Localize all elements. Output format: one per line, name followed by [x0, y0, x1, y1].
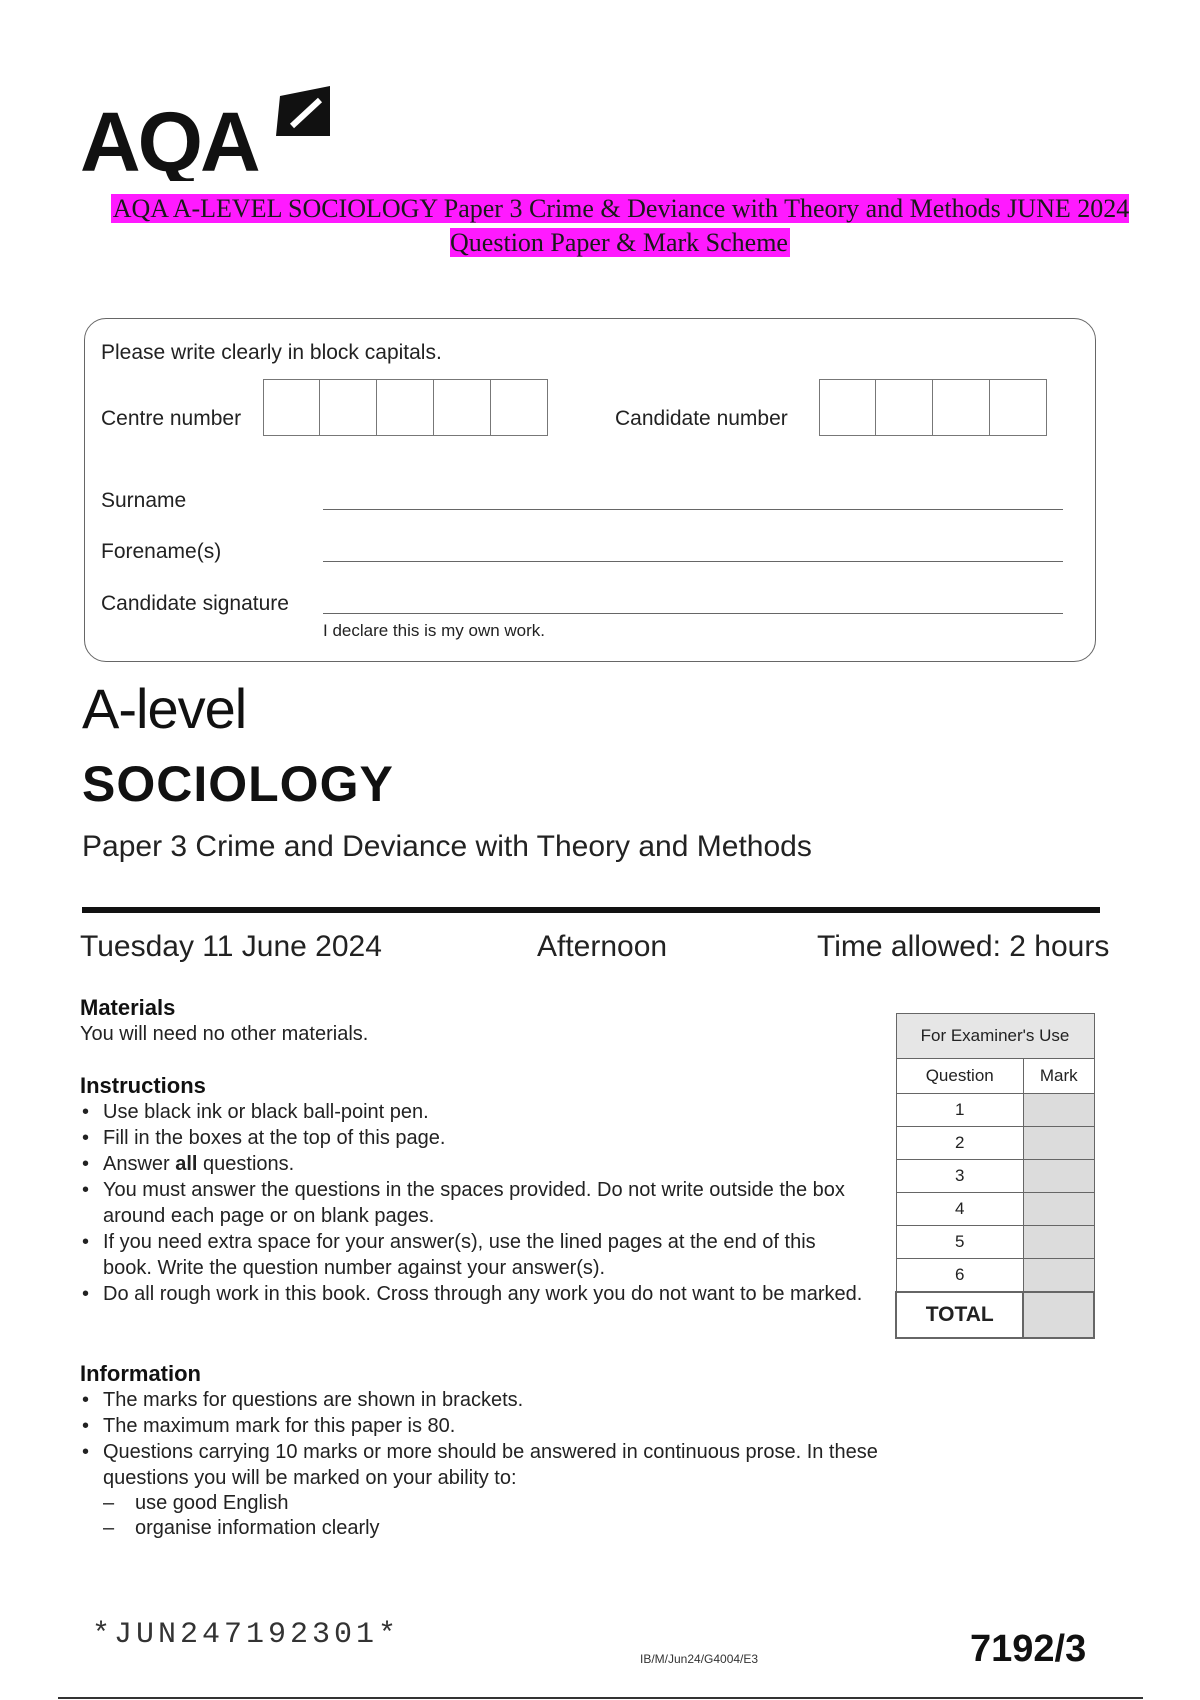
block-capitals-prompt: Please write clearly in block capitals.	[101, 341, 442, 364]
mark-cell	[1023, 1160, 1094, 1193]
list-item: • Do all rough work in this book. Cross through any work you do not want to be marked.	[80, 1281, 870, 1307]
information-section	[80, 1361, 900, 1541]
exam-session: Afternoon	[537, 930, 668, 963]
heading-rule	[82, 907, 1100, 913]
highlighted-title-text: AQA A-LEVEL SOCIOLOGY Paper 3 Crime & Deviance with Theory and Methods JUNE 2024 Question Paper & Mark Scheme	[112, 194, 1130, 257]
list-item: • The maximum mark for this paper is 80.	[80, 1413, 900, 1439]
instructions-heading: Instructions	[80, 1073, 206, 1098]
materials-heading: Materials	[80, 995, 176, 1020]
table-row	[896, 1127, 1094, 1160]
candidate-details-box	[84, 318, 1096, 662]
forename-label: Forename(s)	[101, 540, 222, 563]
list-item: • Use black ink or black ball-point pen.	[80, 1099, 870, 1125]
total-row	[896, 1292, 1094, 1338]
list-item: • If you need extra space for your answer(s), use the lined pages at the end of this book. Write the question number against your answer(s).	[80, 1229, 870, 1281]
total-mark-cell	[1023, 1292, 1094, 1338]
time-allowed: Time allowed: 2 hours	[817, 930, 1110, 963]
mark-cell	[1023, 1259, 1094, 1293]
signature-label: Candidate signature	[101, 592, 289, 615]
mark-cell	[1023, 1127, 1094, 1160]
aqa-logo-icon	[80, 86, 350, 181]
svg-text:AQA: AQA	[80, 95, 258, 181]
centre-number-label: Centre number	[101, 407, 242, 430]
information-sublist	[80, 1491, 900, 1541]
forename-line[interactable]	[323, 561, 1063, 562]
list-item: • The marks for questions are shown in brackets.	[80, 1387, 900, 1413]
candidate-number-boxes[interactable]	[819, 379, 1047, 436]
list-item: • Questions carrying 10 marks or more should be answered in continuous prose. In these questions you will be marked on your ability to:	[80, 1439, 900, 1491]
mark-cell	[1023, 1193, 1094, 1226]
centre-digit-box[interactable]	[491, 379, 548, 436]
question-number: 6	[896, 1259, 1023, 1293]
centre-digit-box[interactable]	[434, 379, 491, 436]
aqa-logo	[80, 86, 350, 181]
candidate-digit-box[interactable]	[933, 379, 990, 436]
mark-cell	[1023, 1094, 1094, 1127]
candidate-number-label: Candidate number	[615, 407, 788, 430]
column-header-mark: Mark	[1023, 1059, 1094, 1094]
question-number: 4	[896, 1193, 1023, 1226]
information-heading: Information	[80, 1361, 201, 1386]
centre-digit-box[interactable]	[320, 379, 377, 436]
table-row	[896, 1160, 1094, 1193]
list-item: • Fill in the boxes at the top of this page.	[80, 1125, 870, 1151]
question-number: 3	[896, 1160, 1023, 1193]
centre-digit-box[interactable]	[377, 379, 434, 436]
surname-label: Surname	[101, 489, 187, 512]
examiner-use-table	[895, 1013, 1095, 1339]
candidate-digit-box[interactable]	[819, 379, 876, 436]
table-row	[896, 1094, 1094, 1127]
centre-number-boxes[interactable]	[263, 379, 548, 436]
candidate-digit-box[interactable]	[876, 379, 933, 436]
instructions-section	[80, 1073, 870, 1307]
column-header-question: Question	[896, 1059, 1023, 1094]
exam-date: Tuesday 11 June 2024	[80, 930, 382, 963]
highlighted-title	[80, 192, 1160, 260]
table-row	[896, 1259, 1094, 1293]
table-row	[896, 1226, 1094, 1259]
list-item: – use good English	[80, 1491, 900, 1516]
instructions-list	[80, 1099, 870, 1307]
information-list	[80, 1387, 900, 1491]
signature-line[interactable]	[323, 613, 1063, 614]
question-number: 5	[896, 1226, 1023, 1259]
document-reference: IB/M/Jun24/G4004/E3	[640, 1652, 759, 1666]
materials-section	[80, 995, 860, 1047]
total-label: TOTAL	[896, 1292, 1023, 1338]
examiner-table-title: For Examiner's Use	[896, 1014, 1094, 1059]
list-item: • Answer all questions.	[80, 1151, 870, 1177]
surname-line[interactable]	[323, 509, 1063, 510]
mark-cell	[1023, 1226, 1094, 1259]
bottom-rule	[58, 1697, 1143, 1699]
question-number: 2	[896, 1127, 1023, 1160]
paper-title: Paper 3 Crime and Deviance with Theory and Methods	[82, 830, 812, 863]
barcode-text: *JUN247192301*	[92, 1618, 401, 1652]
paper-code: 7192/3	[970, 1628, 1087, 1670]
subject-title: SOCIOLOGY	[82, 756, 394, 812]
list-item: • You must answer the questions in the spaces provided. Do not write outside the box around each page or on blank pages.	[80, 1177, 870, 1229]
candidate-digit-box[interactable]	[990, 379, 1047, 436]
declaration-text: I declare this is my own work.	[323, 621, 546, 640]
table-row	[896, 1193, 1094, 1226]
question-number: 1	[896, 1094, 1023, 1127]
centre-digit-box[interactable]	[263, 379, 320, 436]
materials-text: You will need no other materials.	[80, 1023, 369, 1045]
qualification-level: A-level	[82, 677, 247, 740]
list-item: – organise information clearly	[80, 1516, 900, 1541]
